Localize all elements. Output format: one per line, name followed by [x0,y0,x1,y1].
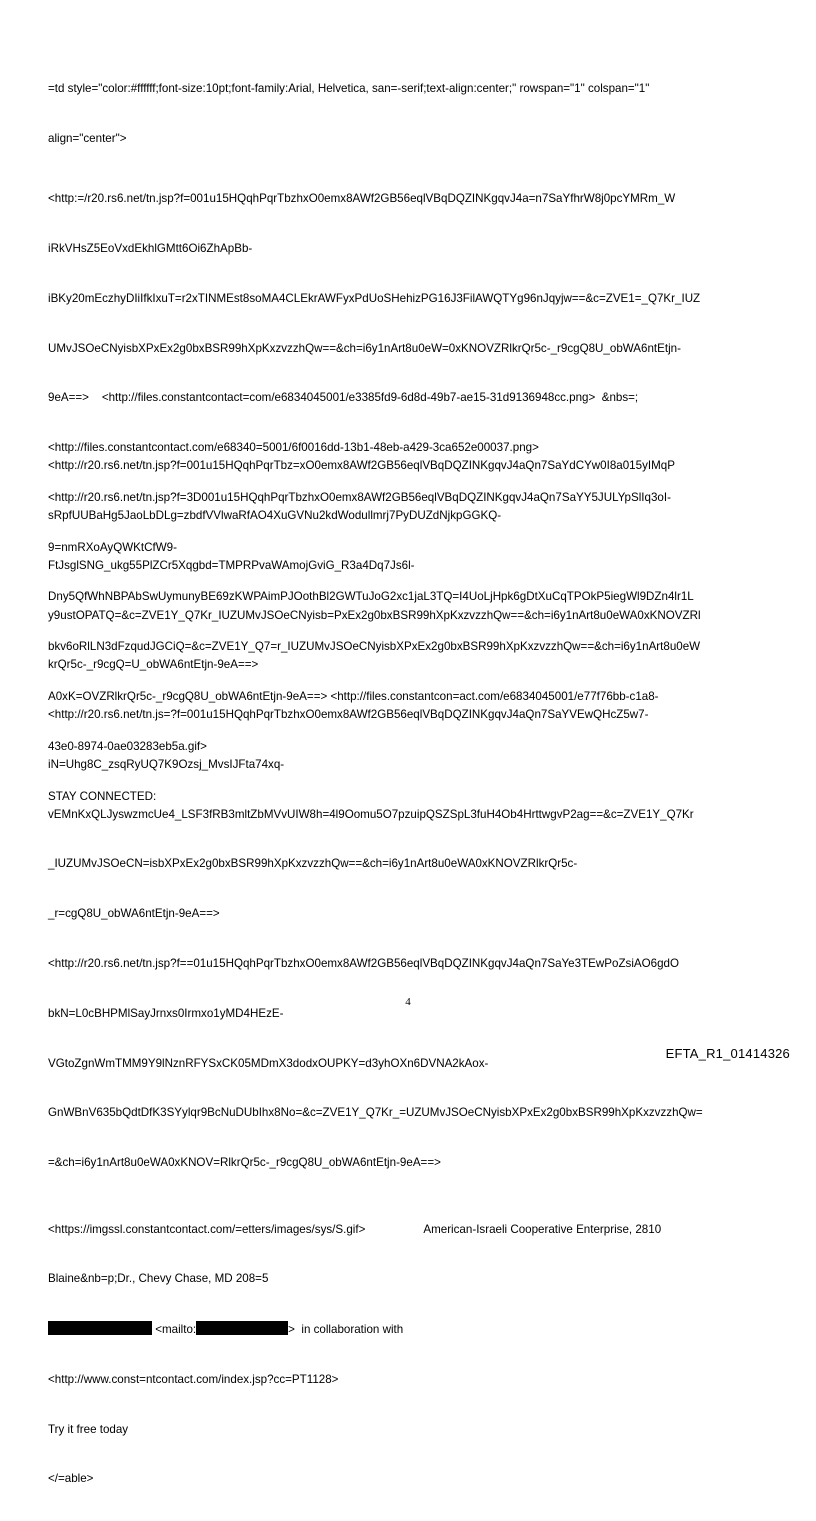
link-line: iBKy20mEczhyDIiIfkIxuT=r2xTINMEst8soMA4CLEkrAWFyxPdUoSHehizPG16J3FilAWQTYg96nJqyjw==&c=ZVE1=_Q7Kr_IUZ [48,291,701,305]
link-line: <http:=/r20.rs6.net/tn.jsp?f=001u15HQqhPqrTbzhxO0emx8AWf2GB56eqlVBqDQZINKgqvJ4a=n7SaYfhrW8j0pcYMRm_W [48,192,676,206]
link-line: 9=nmRXoAyQWKtCfW9- [48,540,177,554]
link-line: VGtoZgnWmTMM9Y9lNznRFYSxCK05MDmX3dodxOUPKY=d3yhOXn6DVNA2kAox- [48,1056,489,1070]
link-line: bkv6oRlLN3dFzqudJGCiQ=&c=ZVE1Y_Q7=r_IUZUMvJSOeCNyisbXPxEx2g0bxBSR99hXpKxzvzzhQw==&ch=i6y1nArt8u0eW [48,640,701,654]
link-line: bkN=L0cBHPMlSayJrnxs0Irmxo1yMD4HEzE- [48,1006,284,1020]
link-line: FtJsglSNG_ukg55PlZCr5Xqgbd=TMPRPvaWAmojGviG_R3a4Dq7Js6l- [48,558,415,572]
links-block-2 [48,425,778,1521]
link-line: 43e0-8974-0ae03283eb5a.gif> [48,739,207,753]
redaction-bar [196,1321,288,1335]
link-line: Dny5QfWhNBPAbSwUymunyBE69zKWPAimPJOothBl2GWTuJoG2xc1jaL3TQ=I4UoLjHpk6gDtXuCqTPOkP5iegWl9DZn4lr1L [48,590,694,604]
organization-address: American-Israeli Cooperative Enterprise, 2810 [423,1222,662,1236]
link-line: UMvJSOeCNyisbXPxEx2g0bxBSR99hXpKxzvzzhQw==&ch=i6y1nArt8u0eW=0xKNOVZRlkrQr5c-_r9cgQ8U_obWA6ntEtjn- [48,341,681,355]
redaction-bar [48,1321,152,1335]
link-line: <http://r20.rs6.net/tn.js=?f=001u15HQqhPqrTbzhxO0emx8AWf2GB56eqlVBqDQZINKgqvJ4aQn7SaYVEwQHcZ5w7- [48,708,649,722]
link-line: <http://r20.rs6.net/tn.jsp?f=001u15HQqhPqrTbz=xO0emx8AWf2GB56eqlVBqDQZINKgqvJ4aQn7SaYdCYw0I8a015yIMqP [48,459,675,473]
closing-tag: </=able> [48,1472,94,1486]
link-line: =&ch=i6y1nArt8u0eWA0xKNOV=RlkrQr5c-_r9cgQ8U_obWA6ntEtjn-9eA==> [48,1156,441,1170]
link-line: vEMnKxQLJyswzmcUe4_LSF3fRB3mltZbMVvUIW8h=4l9Oomu5O7pzuipQSZSpL3fuH4Ob4HrttwgvP2ag==&c=ZVE1Y_Q7Kr [48,807,694,821]
link-line: sRpfUUBaHg5JaoLbDLg=zbdfVVlwaRfAO4XuGVNu2kdWodullmrj7PyDUZdNjkpGGKQ- [48,508,502,522]
mailto-line [48,1321,778,1339]
mailto-prefix: <mailto: [155,1323,197,1337]
constant-contact-link: <http://www.const=ntcontact.com/index.jsp?cc=PT1128> [48,1372,339,1386]
link-line: <http://r20.rs6.net/tn.jsp?f=3D001u15HQqhPqrTbzhxO0emx8AWf2GB56eqlVBqDQZINKgqvJ4aQn7SaYY5JULYpSlIq3oI- [48,490,671,504]
link-line: 9eA==> <http://files.constantcontact=com/e6834045001/e3385fd9-6d8d-49b7-ae15-31d9136948cc.png> &nbs=; [48,391,639,405]
link-line: <http://files.constantcontact.com/e68340=5001/6f0016dd-13b1-48eb-a429-3ca652e00037.png> [48,441,539,455]
link-line: <http://r20.rs6.net/tn.jsp?f==01u15HQqhPqrTbzhxO0emx8AWf2GB56eqlVBqDQZINKgqvJ4aQn7SaYe3TEwPoZsiAO6gdO [48,957,680,970]
intro-line: =td style="color:#ffffff;font-size:10pt;font-family:Arial, Helvetica, san=-serif;text-align:center;" rowspan="1" colspan="1" [48,82,650,96]
link-line: krQr5c-_r9cgQ=U_obWA6ntEtjn-9eA==> [48,658,259,672]
link-line: GnWBnV635bQdtDfK3SYylqr9BcNuDUbIhx8No=&c=ZVE1Y_Q7Kr_=UZUMvJSOeCNyisbXPxEx2g0bxBSR99hXpKxzvzzhQw= [48,1106,703,1120]
page-number: 4 [405,996,411,1008]
link-line: y9ustOPATQ=&c=ZVE1Y_Q7Kr_IUZUMvJSOeCNyisb=PxEx2g0bxBSR99hXpKxzvzzhQw==&ch=i6y1nArt8u0eWA0xKNOVZRl [48,608,701,622]
link-line: A0xK=OVZRlkrQr5c-_r9cgQ8U_obWA6ntEtjn-9eA==> <http://files.constantcon=act.com/e6834045001/e77f76bb-c1a8- [48,690,659,703]
link-line: iRkVHsZ5EoVxdEkhlGMtt6Oi6ZhApBb- [48,241,253,255]
stay-connected-heading: STAY CONNECTED: [48,789,157,803]
address-line [48,1222,778,1239]
link-line: _r=cgQ8U_obWA6ntEtjn-9eA==> [48,907,220,921]
document-id: EFTA_R1_01414326 [665,1046,790,1061]
address-line-2: Blaine&nb=p;Dr., Chevy Chase, MD 208=5 [48,1272,269,1286]
link-line: _IUZUMvJSOeCN=isbXPxEx2g0bxBSR99hXpKxzvzzhQw==&ch=i6y1nArt8u0eWA0xKNOVZRlkrQr5c- [48,857,578,871]
link-line: iN=Uhg8C_zsqRyUQ7K9Ozsj_MvsIJFta74xq- [48,757,285,771]
try-free-text: Try it free today [48,1422,129,1436]
spacer-image-link: <https://imgssl.constantcontact.com/=etters/images/sys/S.gif> [48,1222,366,1236]
intro-line: align="center"> [48,131,127,145]
mailto-suffix: > in collaboration with [288,1323,404,1337]
